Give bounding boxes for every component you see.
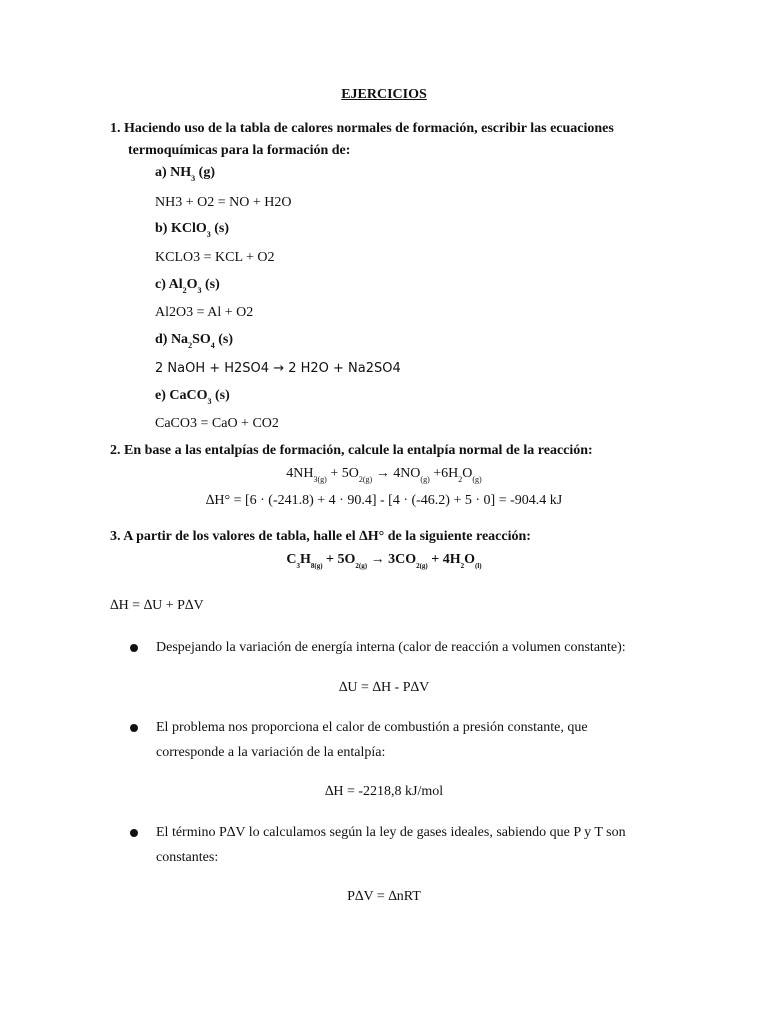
q1-item-e-label: e) CaCO$_3$ (s) — [155, 388, 230, 406]
internal-energy-equation: ∆U = ∆H - P∆V — [338, 680, 430, 695]
q1-item-b-answer: KCLO3 = KCL + O2 — [155, 250, 275, 265]
bullet-1 — [130, 644, 138, 652]
q2-result: ∆H° = [6 · (-241.8) + 4 · 90.4] - [4 · (-46.2) + 5 · 0] = -904.4 kJ — [205, 493, 563, 508]
q1-item-c-answer: Al2O3 = Al + O2 — [155, 305, 254, 320]
q2-heading: 2. En base a las entalpías de formación, calcule la entalpía normal de la reacción: — [110, 443, 593, 458]
q1-item-d-label: d) $Na_2SO_4$ (s) — [155, 332, 234, 350]
q1-item-e-answer: CaCO3 = CaO + CO2 — [155, 416, 279, 431]
q3-heading: 3. A partir de los valores de tabla, halle el ∆H° de la siguiente reacción: — [110, 529, 531, 544]
q1-item-a-label: a) $NH_3$ (g) — [155, 165, 215, 183]
bullet-1-text: Despejando la variación de energía interna (calor de reacción a volumen constante): — [156, 640, 626, 655]
page-title: EJERCICIOS — [341, 87, 427, 102]
combustion-enthalpy-value: ∆H = -2218,8 kJ/mol — [324, 784, 444, 799]
q1-item-a-answer: NH3 + O2 = NO + H2O — [155, 195, 292, 210]
q1-item-d-answer: 2 NaOH + H2SO4 → 2 H2O + Na2SO4 — [155, 361, 401, 376]
ideal-gas-equation: P∆V = ∆nRT — [347, 889, 421, 904]
bullet-2-text-line1: El problema nos proporciona el calor de combustión a presión constante, que — [156, 720, 588, 735]
bullet-3-text-line1: El término P∆V lo calculamos según la ley de gases ideales, sabiendo que P y T son — [156, 825, 626, 840]
bullet-3-text-line2: constantes: — [156, 850, 219, 865]
q1-heading-line1: 1. Haciendo uso de la tabla de calores normales de formación, escribir las ecuaciones — [110, 121, 614, 136]
bullet-2-text-line2: corresponde a la variación de la entalpía: — [156, 745, 386, 760]
q1-item-c-label: c) $Al_2O_3$ (s) — [155, 277, 220, 295]
bullet-2 — [130, 724, 138, 732]
q3-reaction-equation: $C_3H_{8(g)} + 5O_{2(g)} \to 3CO_{2(g)} + 4H_2O_{(l)}$ — [286, 552, 482, 570]
q1-heading-line2: termoquímicas para la formación de: — [128, 143, 351, 158]
q2-reaction-equation: $4NH_{3(g)} + 5O_{2(g)} \to 4NO_{(g)} +6H_2O_{(g)}$ — [286, 466, 482, 484]
bullet-3 — [130, 829, 138, 837]
q1-item-b-label: b) KClO$_3$ (s) — [155, 221, 230, 239]
enthalpy-equation: ∆H = ∆U + P∆V — [110, 598, 204, 613]
